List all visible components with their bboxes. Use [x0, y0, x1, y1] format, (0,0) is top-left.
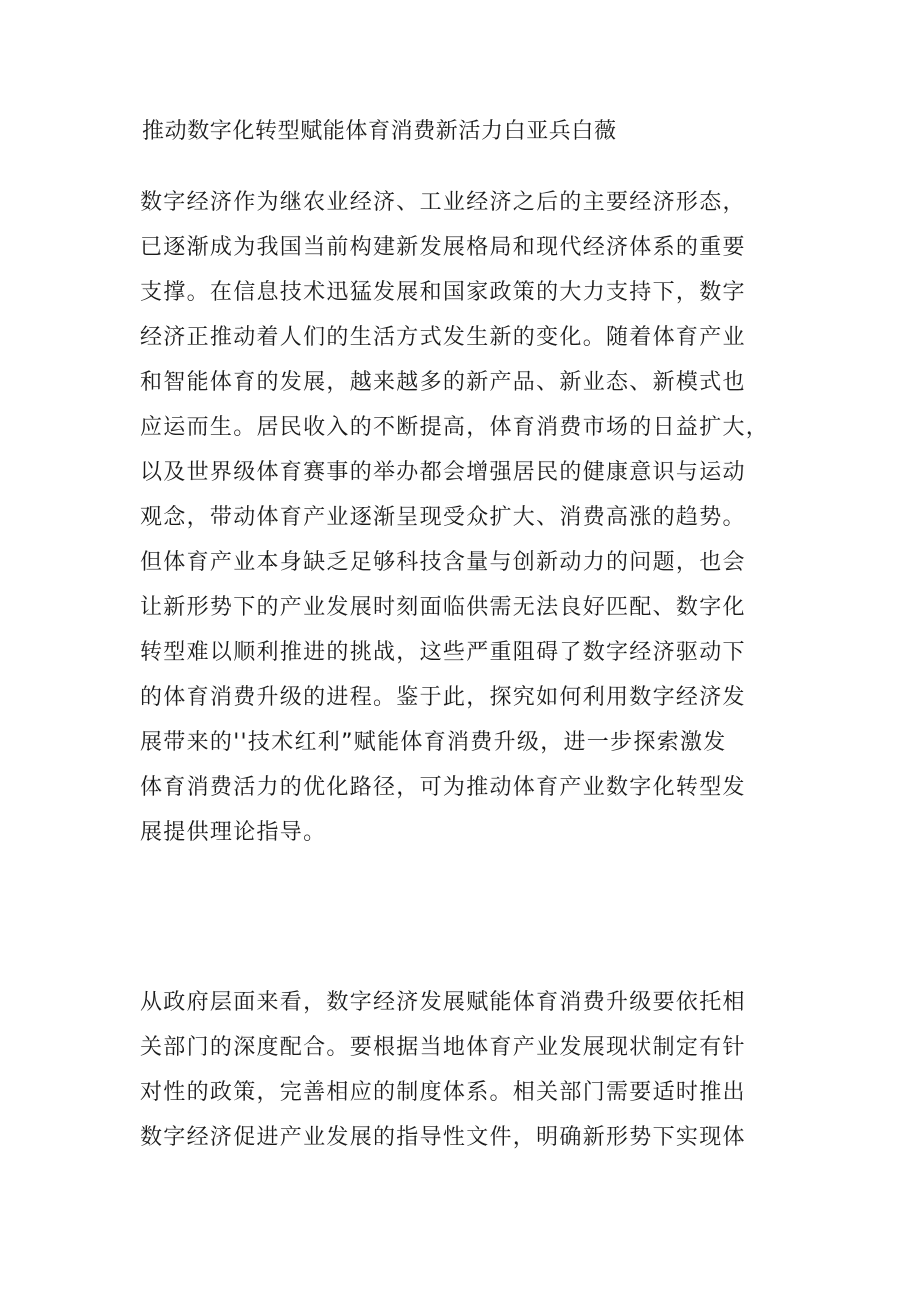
paragraph-line: 以及世界级体育赛事的举办都会增强居民的健康意识与运动: [140, 460, 746, 485]
paragraph-line: 数字经济作为继农业经济、工业经济之后的主要经济形态，: [140, 190, 746, 215]
paragraph-line: 关部门的深度配合。要根据当地体育产业发展现状制定有针: [140, 1035, 746, 1060]
paragraph-line: 应运而生。居民收入的不断提高，体育消费市场的日益扩大，: [140, 415, 770, 440]
paragraph-line: 支撑。在信息技术迅猛发展和国家政策的大力支持下，数字: [140, 280, 746, 305]
paragraph-line: 展提供理论指导。: [140, 820, 327, 845]
paragraph-line: 但体育产业本身缺乏足够科技含量与创新动力的问题，也会: [140, 550, 746, 575]
paragraph-line: 已逐渐成为我国当前构建新发展格局和现代经济体系的重要: [140, 235, 746, 260]
paragraph-line: 的体育消费升级的进程。鉴于此，探究如何利用数字经济发: [140, 685, 746, 710]
paragraph-line: 体育消费活力的优化路径，可为推动体育产业数字化转型发: [140, 775, 746, 800]
paragraph-line: 对性的政策，完善相应的制度体系。相关部门需要适时推出: [140, 1080, 746, 1105]
paragraph-line: 从政府层面来看，数字经济发展赋能体育消费升级要依托相: [140, 990, 746, 1015]
paragraph-line: 观念，带动体育产业逐渐呈现受众扩大、消费高涨的趋势。: [140, 505, 746, 530]
paragraph-line: 展带来的''技术红利”赋能体育消费升级，进一步探索激发: [140, 730, 727, 755]
paragraph-line: 和智能体育的发展，越来越多的新产品、新业态、新模式也: [140, 370, 746, 395]
paragraph-government: [140, 980, 800, 1160]
paragraph-line: 让新形势下的产业发展时刻面临供需无法良好匹配、数字化: [140, 595, 746, 620]
document-title: 推动数字化转型赋能体育消费新活力白亚兵白薇: [142, 119, 617, 144]
paragraph-line: 转型难以顺利推进的挑战，这些严重阻碍了数字经济驱动下: [140, 640, 746, 665]
paragraph-intro: [140, 180, 800, 855]
paragraph-line: 数字经济促进产业发展的指导性文件，明确新形势下实现体: [140, 1125, 746, 1150]
paragraph-line: 经济正推动着人们的生活方式发生新的变化。随着体育产业: [140, 325, 746, 350]
